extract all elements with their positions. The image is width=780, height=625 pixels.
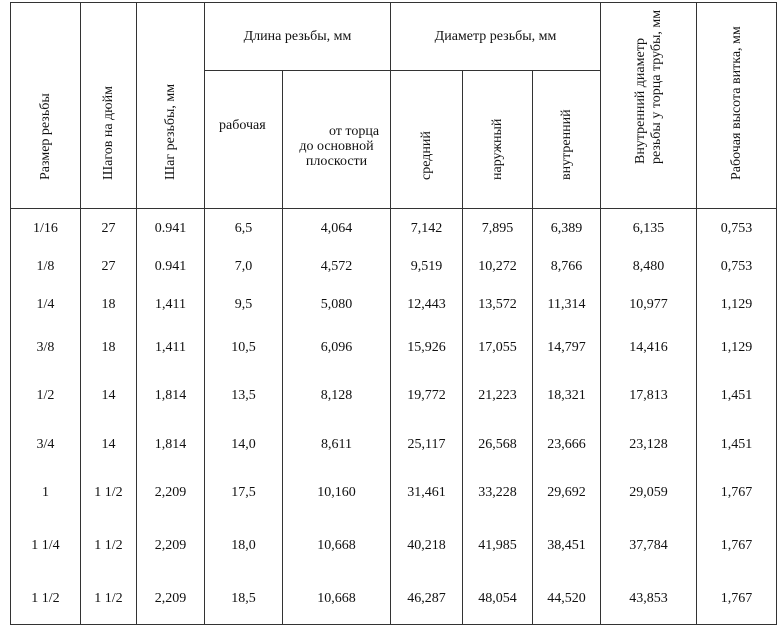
table-body (11, 209, 777, 625)
cell-tpi: 27 (81, 249, 137, 285)
cell-diameter-inner: 8,766 (533, 249, 601, 285)
cell-inner-diameter-pipe-end: 6,135 (601, 209, 697, 249)
table-row (11, 209, 777, 249)
cell-diameter-outer: 41,985 (463, 517, 533, 575)
cell-diameter-inner: 38,451 (533, 517, 601, 575)
cell-size: 1 (11, 469, 81, 517)
table-row (11, 575, 777, 625)
header-length-working: рабочая (205, 71, 283, 209)
cell-diameter-mean: 19,772 (391, 371, 463, 421)
cell-length-from-end: 4,572 (283, 249, 391, 285)
cell-working-height: 0,753 (697, 249, 777, 285)
cell-pitch: 1,814 (137, 421, 205, 469)
cell-working-height: 1,767 (697, 575, 777, 625)
cell-diameter-mean: 40,218 (391, 517, 463, 575)
cell-pitch: 1,411 (137, 285, 205, 325)
cell-tpi: 1 1/2 (81, 517, 137, 575)
header-size: Размер резьбы (11, 3, 81, 209)
cell-size: 1/16 (11, 209, 81, 249)
cell-size: 1 1/4 (11, 517, 81, 575)
cell-tpi: 1 1/2 (81, 469, 137, 517)
cell-pitch: 0.941 (137, 249, 205, 285)
cell-pitch: 0.941 (137, 209, 205, 249)
cell-size: 3/4 (11, 421, 81, 469)
cell-length-working: 14,0 (205, 421, 283, 469)
cell-diameter-mean: 15,926 (391, 325, 463, 371)
cell-working-height: 0,753 (697, 209, 777, 249)
cell-length-from-end: 8,128 (283, 371, 391, 421)
cell-inner-diameter-pipe-end: 17,813 (601, 371, 697, 421)
cell-diameter-inner: 29,692 (533, 469, 601, 517)
cell-inner-diameter-pipe-end: 23,128 (601, 421, 697, 469)
cell-length-from-end: 5,080 (283, 285, 391, 325)
table-header (11, 3, 777, 209)
table-row (11, 469, 777, 517)
cell-diameter-outer: 17,055 (463, 325, 533, 371)
thread-dimensions-table (10, 2, 777, 625)
cell-working-height: 1,129 (697, 325, 777, 371)
cell-inner-diameter-pipe-end: 43,853 (601, 575, 697, 625)
header-diameter-inner: внутренний (533, 71, 601, 209)
cell-tpi: 18 (81, 285, 137, 325)
header-working-height: Рабочая высота витка, мм (697, 3, 777, 209)
header-diameter-group: Диаметр резьбы, мм (391, 3, 601, 71)
cell-size: 1/4 (11, 285, 81, 325)
table-row (11, 249, 777, 285)
cell-length-from-end: 6,096 (283, 325, 391, 371)
cell-diameter-mean: 12,443 (391, 285, 463, 325)
table-row (11, 285, 777, 325)
header-inner-diameter-pipe-end: Внутренний диаметр резьбы у торца трубы, мм (601, 3, 697, 209)
cell-length-working: 18,0 (205, 517, 283, 575)
cell-length-working: 7,0 (205, 249, 283, 285)
cell-working-height: 1,129 (697, 285, 777, 325)
cell-pitch: 1,814 (137, 371, 205, 421)
cell-size: 1/8 (11, 249, 81, 285)
cell-diameter-inner: 11,314 (533, 285, 601, 325)
header-pitch: Шаг резьбы, мм (137, 3, 205, 209)
cell-tpi: 14 (81, 421, 137, 469)
cell-length-from-end: 10,668 (283, 517, 391, 575)
cell-length-working: 6,5 (205, 209, 283, 249)
cell-diameter-mean: 46,287 (391, 575, 463, 625)
cell-tpi: 14 (81, 371, 137, 421)
cell-diameter-outer: 26,568 (463, 421, 533, 469)
cell-length-from-end: 10,668 (283, 575, 391, 625)
table-row (11, 517, 777, 575)
cell-diameter-mean: 9,519 (391, 249, 463, 285)
cell-working-height: 1,767 (697, 469, 777, 517)
cell-tpi: 18 (81, 325, 137, 371)
cell-length-working: 13,5 (205, 371, 283, 421)
cell-size: 1 1/2 (11, 575, 81, 625)
cell-diameter-inner: 44,520 (533, 575, 601, 625)
cell-tpi: 1 1/2 (81, 575, 137, 625)
cell-pitch: 2,209 (137, 469, 205, 517)
cell-inner-diameter-pipe-end: 29,059 (601, 469, 697, 517)
cell-pitch: 2,209 (137, 517, 205, 575)
cell-pitch: 2,209 (137, 575, 205, 625)
cell-diameter-inner: 23,666 (533, 421, 601, 469)
cell-inner-diameter-pipe-end: 8,480 (601, 249, 697, 285)
cell-size: 1/2 (11, 371, 81, 421)
cell-tpi: 27 (81, 209, 137, 249)
cell-inner-diameter-pipe-end: 37,784 (601, 517, 697, 575)
cell-diameter-mean: 7,142 (391, 209, 463, 249)
table-row (11, 371, 777, 421)
table-row (11, 421, 777, 469)
header-diameter-mean: средний (391, 71, 463, 209)
cell-pitch: 1,411 (137, 325, 205, 371)
header-tpi: Шагов на дюйм (81, 3, 137, 209)
cell-diameter-inner: 14,797 (533, 325, 601, 371)
cell-length-working: 10,5 (205, 325, 283, 371)
cell-diameter-outer: 7,895 (463, 209, 533, 249)
header-length-group: Длина резьбы, мм (205, 3, 391, 71)
cell-diameter-outer: 21,223 (463, 371, 533, 421)
header-diameter-outer: наружный (463, 71, 533, 209)
cell-inner-diameter-pipe-end: 14,416 (601, 325, 697, 371)
cell-diameter-mean: 25,117 (391, 421, 463, 469)
cell-length-from-end: 4,064 (283, 209, 391, 249)
table-row (11, 325, 777, 371)
cell-size: 3/8 (11, 325, 81, 371)
cell-diameter-outer: 13,572 (463, 285, 533, 325)
cell-length-working: 18,5 (205, 575, 283, 625)
cell-length-from-end: 10,160 (283, 469, 391, 517)
cell-working-height: 1,451 (697, 371, 777, 421)
cell-diameter-inner: 6,389 (533, 209, 601, 249)
cell-length-from-end: 8,611 (283, 421, 391, 469)
cell-working-height: 1,451 (697, 421, 777, 469)
cell-diameter-outer: 10,272 (463, 249, 533, 285)
cell-diameter-outer: 48,054 (463, 575, 533, 625)
cell-working-height: 1,767 (697, 517, 777, 575)
cell-inner-diameter-pipe-end: 10,977 (601, 285, 697, 325)
cell-length-working: 9,5 (205, 285, 283, 325)
cell-diameter-outer: 33,228 (463, 469, 533, 517)
header-length-from-end: от торца до основной плоскости (283, 71, 391, 209)
cell-length-working: 17,5 (205, 469, 283, 517)
cell-diameter-mean: 31,461 (391, 469, 463, 517)
cell-diameter-inner: 18,321 (533, 371, 601, 421)
